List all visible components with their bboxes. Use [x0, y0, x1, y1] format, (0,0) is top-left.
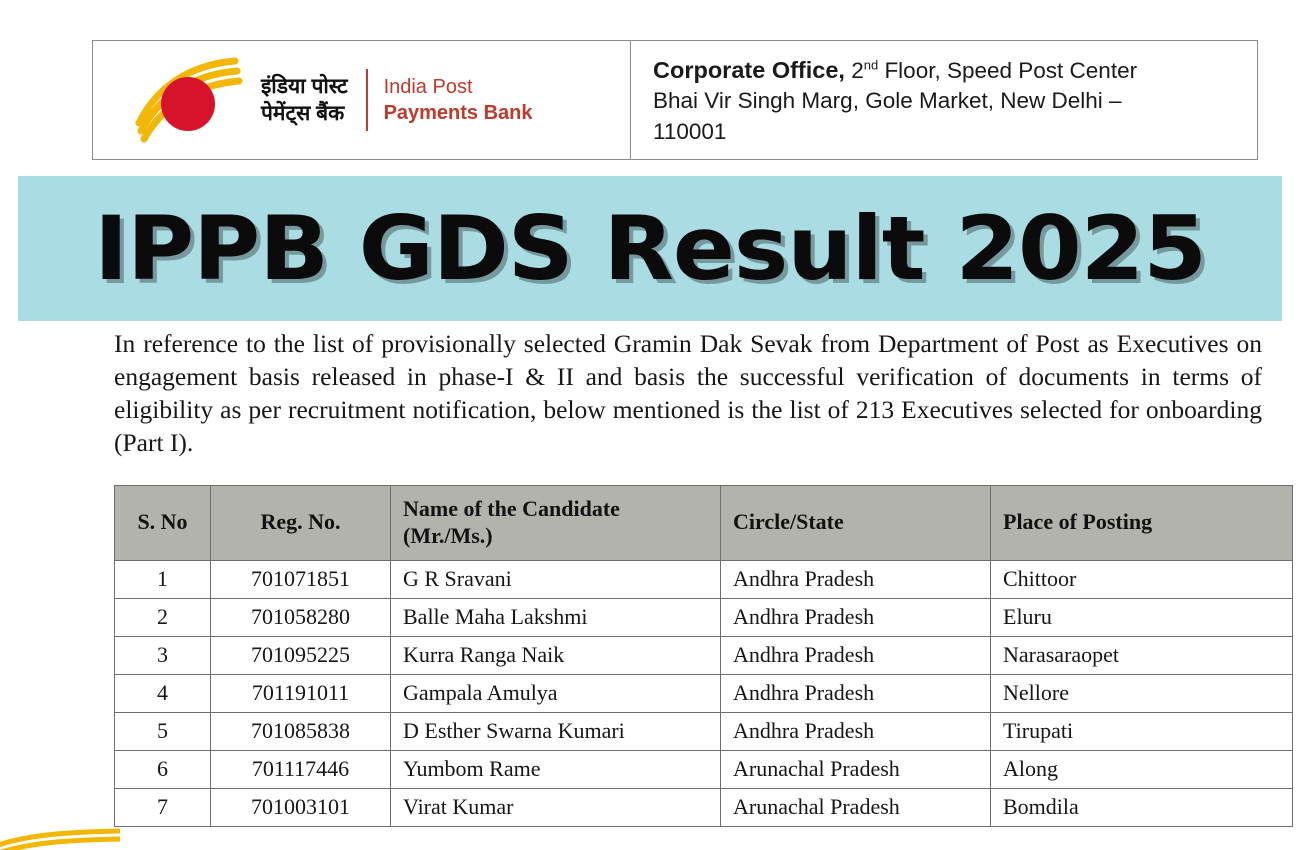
table-cell: D Esther Swarna Kumari	[391, 712, 721, 750]
table-cell: 701117446	[211, 750, 391, 788]
table-cell: 701071851	[211, 560, 391, 598]
table-cell: Nellore	[991, 674, 1293, 712]
table-row	[115, 788, 1293, 826]
table-cell: Andhra Pradesh	[721, 560, 991, 598]
table-cell: 701191011	[211, 674, 391, 712]
table-cell: Eluru	[991, 598, 1293, 636]
intro-paragraph: In reference to the list of provisionally selected Gramin Dak Sevak from Department of Post as Executives on engagement basis released in phase-I & II and basis the successful verification of documents in terms of eligibility as per recruitment notification, below mentioned is the list of 213 Executives selected for onboarding (Part I).	[114, 329, 1262, 457]
logo-english-text	[384, 74, 533, 127]
table-cell: 4	[115, 674, 211, 712]
column-header-circle: Circle/State	[721, 486, 991, 561]
bank-logo-block	[93, 41, 631, 159]
address-floor-suffix: nd	[863, 57, 879, 73]
table-cell: 701003101	[211, 788, 391, 826]
table-header-row	[115, 486, 1293, 561]
table-cell: 701058280	[211, 598, 391, 636]
table-cell: Kurra Ranga Naik	[391, 636, 721, 674]
table-row	[115, 598, 1293, 636]
table-cell: Andhra Pradesh	[721, 598, 991, 636]
table-cell: Arunachal Pradesh	[721, 750, 991, 788]
column-header-regno: Reg. No.	[211, 486, 391, 561]
logo-hindi-text	[261, 73, 348, 128]
table-row	[115, 560, 1293, 598]
table-cell: Arunachal Pradesh	[721, 788, 991, 826]
address-office-label: Corporate Office,	[653, 57, 845, 83]
table-cell: Yumbom Rame	[391, 750, 721, 788]
address-line-1	[653, 55, 1247, 86]
table-cell: Andhra Pradesh	[721, 712, 991, 750]
results-table	[114, 485, 1293, 827]
address-line-2: Bhai Vir Singh Marg, Gole Market, New Delhi –	[653, 88, 1122, 114]
title-banner	[18, 176, 1282, 321]
table-cell: 6	[115, 750, 211, 788]
address-line-3: 110001	[653, 118, 727, 144]
logo-english-line1: India Post	[383, 75, 473, 98]
logo-hindi-line1: इंडिया पोस्ट	[261, 74, 348, 98]
table-cell: Along	[991, 750, 1293, 788]
logo-hindi-line2: पेमेंट्स बैंक	[261, 102, 345, 125]
address-floor-rest: Floor, Speed Post Center	[878, 58, 1138, 83]
table-cell: 701085838	[211, 712, 391, 750]
table-cell: G R Sravani	[391, 560, 721, 598]
address-floor-prefix: 2	[844, 58, 864, 83]
table-cell: Bomdila	[991, 788, 1293, 826]
table-cell: 1	[115, 560, 211, 598]
table-cell: Gampala Amulya	[391, 674, 721, 712]
india-post-payments-bank-logo-icon	[135, 57, 253, 143]
table-cell: 2	[115, 598, 211, 636]
logo-divider	[366, 69, 368, 131]
page-title: IPPB GDS Result 2025	[94, 197, 1206, 300]
column-header-sno: S. No	[115, 486, 211, 561]
column-header-name: Name of the Candidate (Mr./Ms.)	[391, 486, 721, 561]
logo-english-line2: Payments Bank	[383, 102, 533, 124]
table-cell: Andhra Pradesh	[721, 674, 991, 712]
table-cell: Andhra Pradesh	[721, 636, 991, 674]
table-cell: Virat Kumar	[391, 788, 721, 826]
table-row	[115, 636, 1293, 674]
table-row	[115, 674, 1293, 712]
decorative-corner	[0, 820, 120, 850]
table-cell: Balle Maha Lakshmi	[391, 598, 721, 636]
table-row	[115, 712, 1293, 750]
table-cell: Tirupati	[991, 712, 1293, 750]
corporate-address	[631, 41, 1257, 159]
table-cell: 3	[115, 636, 211, 674]
table-cell: 5	[115, 712, 211, 750]
table-cell: 7	[115, 788, 211, 826]
table-row	[115, 750, 1293, 788]
letterhead	[92, 40, 1258, 160]
table-body	[115, 560, 1293, 826]
table-cell: Narasaraopet	[991, 636, 1293, 674]
table-cell: 701095225	[211, 636, 391, 674]
column-header-place: Place of Posting	[991, 486, 1293, 561]
table-cell: Chittoor	[991, 560, 1293, 598]
